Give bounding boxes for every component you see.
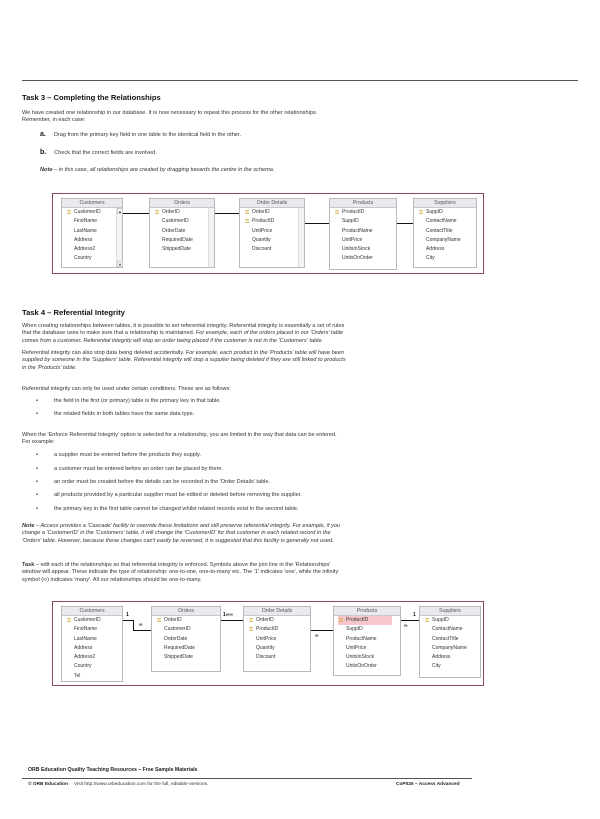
field-row[interactable]: LastName — [74, 635, 97, 642]
task3-intro-line1: We have created one relationship in our database. It is now necessary to repeat this process for the other relationships. — [22, 110, 318, 116]
field-row[interactable]: ⚿ SuppID — [420, 616, 480, 625]
key-icon: ⚿ — [249, 627, 254, 634]
table-title: Orders — [150, 199, 214, 208]
note-text: – in this case, all relationships are created by dragging towards the centre in the schema. — [52, 167, 275, 173]
list-item: • the related fields in both tables have the same data type. — [36, 411, 195, 417]
relationship-symbols: 1∞∞ — [223, 612, 233, 618]
task4-task-instructions: Task – edit each of the relationships so that referential integrity is enforced. Symbols above the join line in the 'Relationships' window will appear. These indicate the type of relationship: one-to-one, one-to-many etc. The '1' indicates 'one', while the infinity symbol (∞) indicates 'many'. All our relationships should be one-to-many. — [22, 562, 339, 583]
footer-rule — [22, 778, 472, 779]
field-row[interactable]: ⚿ OrderID — [240, 208, 304, 217]
field-row[interactable]: ShippedDate — [164, 654, 193, 661]
table-suppliers[interactable] — [413, 198, 477, 268]
field-row[interactable]: ⚿ SuppID — [414, 208, 476, 217]
task4-note: Note – Access provides a 'Cascade' facility to override these limitations and still preserve referential integrity. For example, if you change a 'CustomerID' in the 'Customers' table, it will change the 'CustomerID' for that customer in each related record in the 'Orders' table. However, because these changes can't easily be reversed, it is suggested that this facility is generally not used. — [22, 523, 341, 544]
task4-paragraph-1: When creating relationships between tables, it is possible to set referential integrity. Referential integrity is essentially a set of rules that the database uses to make sure that a relationship is maintained. For example, each of the orders placed in our 'Orders' table comes from a customer. Referential integrity will stop an order being placed if the customer is not in the 'Customers' table. — [22, 323, 345, 344]
field-row[interactable]: UnitPrice — [342, 236, 363, 243]
field-row[interactable]: ⚿ CustomerID — [62, 616, 122, 625]
join-line-products-suppliers[interactable] — [401, 620, 419, 621]
key-icon: ⚿ — [67, 210, 72, 216]
key-icon: ⚿ — [249, 618, 254, 624]
field-row[interactable]: Quantity — [256, 644, 275, 651]
table-title: Products — [330, 199, 396, 208]
many-symbol: ∞ — [315, 633, 319, 639]
key-icon: ⚿ — [155, 210, 160, 216]
key-icon: ⚿ — [157, 618, 162, 624]
field-row[interactable]: Quantity — [252, 236, 271, 243]
list-item: • all products provided by a particular supplier must be edited or deleted before removing the supplier. — [36, 492, 302, 498]
key-icon: ⚿ — [419, 210, 424, 216]
table-products[interactable] — [333, 606, 401, 676]
field-row[interactable]: ⚿ OrderID — [244, 616, 310, 625]
task3-note — [40, 167, 274, 173]
field-row[interactable]: Country — [74, 663, 92, 670]
task3-step-b — [40, 149, 157, 156]
field-row[interactable]: Address — [74, 644, 93, 651]
field-row[interactable]: ShippedDate — [162, 246, 191, 253]
field-row[interactable]: Country — [74, 255, 92, 262]
field-row[interactable]: FirstName — [74, 218, 98, 225]
field-row[interactable]: ⚿ OrderID — [150, 208, 214, 217]
field-row[interactable]: FirstName — [74, 626, 98, 633]
table-title: Order Details — [244, 607, 310, 616]
table-products[interactable] — [329, 198, 397, 270]
field-row[interactable]: CustomerID — [162, 218, 189, 225]
field-row[interactable]: RequiredDate — [164, 644, 195, 651]
join-line-orders-orderdetails[interactable] — [215, 213, 239, 214]
key-icon: ⚿ — [245, 219, 250, 226]
field-row[interactable]: Tel — [74, 672, 81, 679]
scrollbar[interactable] — [208, 208, 214, 267]
top-rule — [22, 80, 578, 81]
join-line-customers-orders-end[interactable] — [133, 630, 151, 631]
key-icon: ⚿ — [425, 618, 430, 624]
field-row[interactable]: UnitsOnOrder — [346, 663, 377, 670]
field-row[interactable]: ContactTitle — [426, 227, 453, 234]
field-row[interactable]: ContactName — [426, 218, 457, 225]
table-title: Suppliers — [414, 199, 476, 208]
field-row[interactable]: Address2 — [74, 246, 96, 253]
scroll-up-icon[interactable]: ▲ — [118, 209, 122, 214]
table-title: Customers — [62, 607, 122, 616]
list-item: • a supplier must be entered before the products they supply. — [36, 452, 201, 458]
table-title: Order Details — [240, 199, 304, 208]
footer-title: ORB Education Quality Teaching Resources – Free Sample Materials — [28, 767, 198, 773]
field-row[interactable]: City — [432, 663, 441, 670]
step-b-text: Check that the correct fields are involved. — [54, 150, 157, 156]
task4-paragraph-3: Referential integrity can only be used under certain conditions. These are as follows: — [22, 386, 231, 392]
field-row[interactable]: ⚿ CustomerID — [62, 208, 122, 217]
field-row[interactable]: OrderDate — [162, 227, 186, 234]
field-row[interactable]: UnitsInStock — [346, 654, 375, 661]
field-row[interactable]: CustomerID — [164, 626, 191, 633]
field-row[interactable]: CompanyName — [426, 236, 461, 243]
key-icon: ⚿ — [67, 618, 72, 624]
scroll-down-icon[interactable]: ▼ — [118, 262, 122, 267]
field-row[interactable]: City — [426, 255, 435, 262]
field-row[interactable]: UnitPrice — [346, 644, 367, 651]
list-item: • an order must be created before the details can be recorded in the 'Order Details' table. — [36, 479, 271, 485]
join-line-orderdetails-products[interactable] — [305, 223, 329, 224]
join-line-customers-orders-bend — [133, 620, 134, 630]
table-customers[interactable] — [61, 606, 123, 682]
field-row[interactable]: Discount — [252, 246, 272, 253]
table-suppliers[interactable] — [419, 606, 481, 678]
field-row[interactable]: UnitPrice — [252, 227, 273, 234]
many-symbol: ∞ — [404, 623, 408, 629]
footer-copyright: © ORB Education Visit http://www.orbeducation.com for the full, editable versions. — [28, 782, 209, 787]
key-icon: ⚿ — [335, 210, 340, 216]
step-a-letter: a. — [40, 131, 46, 138]
field-row[interactable]: ⚿ ProductID — [244, 625, 310, 634]
task4-paragraph-4: When the 'Enforce Referential Integrity' option is selected for a relationship, you are limited in the way that data can be entered. For example: — [22, 432, 337, 446]
list-item: • a customer must be entered before an order can be placed by them. — [36, 466, 223, 472]
join-line-orderdetails-products[interactable] — [311, 630, 333, 631]
task4-heading: Task 4 – Referential Integrity — [22, 308, 125, 317]
task3-heading: Task 3 – Completing the Relationships — [22, 93, 161, 102]
task3-intro — [22, 110, 572, 125]
footer-visit-link[interactable]: Visit http://www.orbeducation.com for the full, editable versions. — [74, 782, 209, 787]
field-row[interactable]: UnitPrice — [256, 635, 277, 642]
one-symbol: 1 — [126, 612, 129, 618]
join-line-customers-orders[interactable] — [123, 213, 149, 214]
join-line-customers-orders[interactable] — [123, 620, 133, 621]
relationships-schema-2 — [52, 601, 484, 686]
step-a-text: Drag from the primary key field in one table to the identical field in the other. — [53, 132, 242, 138]
field-row[interactable]: LastName — [74, 227, 97, 234]
scrollbar[interactable] — [298, 208, 304, 267]
table-customers[interactable] — [61, 198, 123, 268]
field-row[interactable]: ContactTitle — [432, 635, 459, 642]
one-symbol: 1 — [413, 612, 416, 618]
field-row[interactable]: ProductName — [342, 227, 373, 234]
field-row[interactable]: ⚿ OrderID — [152, 616, 220, 625]
key-icon: ⚿ — [339, 618, 344, 624]
field-row[interactable]: OrderDate — [164, 635, 188, 642]
task3-intro-line2: Remember, in each case: — [22, 117, 86, 124]
scrollbar[interactable] — [116, 208, 122, 267]
table-title: Products — [334, 607, 400, 616]
field-row[interactable]: Address — [432, 654, 451, 661]
field-row[interactable]: Address2 — [74, 654, 96, 661]
relationships-schema-1 — [52, 193, 484, 274]
table-title: Suppliers — [420, 607, 480, 616]
field-row[interactable]: CompanyName — [432, 644, 467, 651]
list-item: • the field in the first (or primary) table is the primary key in that table. — [36, 398, 221, 404]
field-row[interactable]: ContactName — [432, 626, 463, 633]
field-row[interactable]: Address — [426, 246, 445, 253]
table-title: Customers — [62, 199, 122, 208]
field-row[interactable]: Address — [74, 236, 93, 243]
footer-code: CoP025 – Access Advanced — [396, 782, 460, 787]
field-row[interactable]: UnitsOnOrder — [342, 255, 373, 262]
join-line-orders-orderdetails[interactable] — [221, 620, 243, 621]
table-orders[interactable] — [151, 606, 221, 672]
task4-paragraph-2: Referential integrity can also stop data being deleted accidentally. For example, each product in the 'Products' table will have been supplied by someone in the 'Suppliers' table. Referential integrity will stop a supplier being deleted if they are still linked to products in the 'Products' table. — [22, 350, 346, 371]
list-item: • the primary key in the first table cannot be changed whilst related records exist in the second table. — [36, 506, 299, 512]
join-line-products-suppliers[interactable] — [397, 223, 413, 224]
field-row[interactable]: Discount — [256, 654, 276, 661]
field-row[interactable]: ⚿ ProductID — [240, 217, 304, 226]
field-row-selected[interactable]: ⚿ ProductID — [338, 616, 392, 625]
key-icon: ⚿ — [245, 210, 250, 216]
field-row[interactable]: RequiredDate — [162, 236, 193, 243]
step-b-letter: b. — [40, 149, 47, 156]
page — [22, 0, 578, 819]
field-row[interactable]: SuppID — [346, 626, 363, 633]
table-orders[interactable] — [149, 198, 215, 268]
field-row[interactable]: ProductName — [346, 635, 377, 642]
table-title: Orders — [152, 607, 220, 616]
field-row[interactable]: ⚿ ProductID — [330, 208, 396, 217]
many-symbol: ∞ — [139, 622, 143, 628]
task3-step-a — [40, 131, 241, 138]
table-order-details[interactable] — [243, 606, 311, 672]
table-order-details[interactable] — [239, 198, 305, 268]
field-row[interactable]: UnitsInStock — [342, 246, 371, 253]
field-row[interactable]: SuppID — [342, 218, 359, 225]
note-label: Note — [40, 167, 53, 173]
